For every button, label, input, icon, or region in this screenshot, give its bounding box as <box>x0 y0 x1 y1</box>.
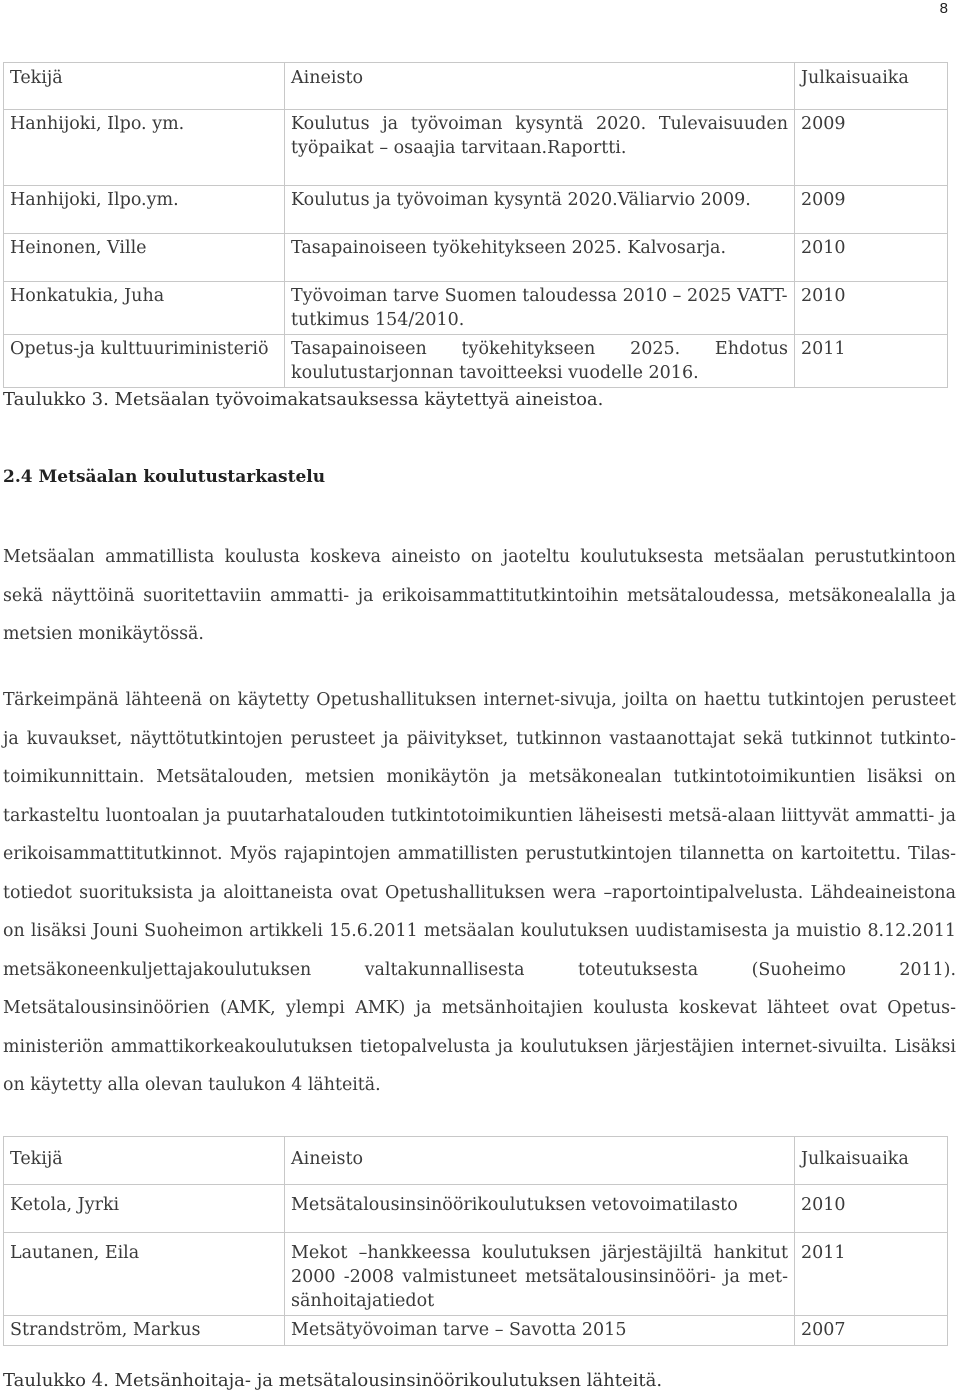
table-4 <box>3 1136 948 1346</box>
table-header-row <box>4 1137 948 1185</box>
cell-year: 2010 <box>795 282 948 335</box>
header-author: Tekijä <box>4 63 285 110</box>
cell-year: 2011 <box>795 335 948 388</box>
table-header-row <box>4 63 948 110</box>
cell-author: Honkatukia, Juha <box>4 282 285 335</box>
header-author: Tekijä <box>4 1137 285 1185</box>
cell-author: Hanhijoki, Ilpo.ym. <box>4 186 285 234</box>
table-row <box>4 186 948 234</box>
table-row <box>4 1233 948 1316</box>
paragraph-2: Tärkeimpänä lähteenä on käytetty Opetushallituksen internet-sivuja, joilta on haettu tutkintojen perusteet ja kuvaukset, näyttötutkintojen perusteet ja päivitykset, tutkinnon vastaanottajat sekä tutkinnot tutkintotoimikunnittain. Metsätalouden, metsien monikäytön ja metsäkonealan tutkintotoimikuntien lisäksi on tarkasteltu luontoalan ja puutarhatalouden tutkintotoimikuntien läheisesti metsä-alaan liittyvät ammatti- ja erikoisammattitutkinnot. Myös rajapintojen ammatillisten perustutkintojen tilannetta on kartoitettu. Tilastotiedot suorituksista ja aloittaneista ovat Opetushallituksen wera –raportointipalvelusta. Lähdeaineistona on lisäksi Jouni Suoheimon artikkeli 15.6.2011 metsäalan koulutuksen uudistamisesta ja muistio 8.12.2011 metsäkoneenkuljettajakoulutuksen valtakunnallisesta toteutuksesta (Suoheimo 2011). Metsätalousinsinöörien (AMK, ylempi AMK) ja metsänhoitajien koulusta koskevat lähteet ovat Opetusministeriön ammattikorkeakoulutuksen tietopalvelusta ja koulutuksen järjestäjien internet-sivuilta. Lisäksi on käytetty alla olevan taulukon 4 lähteitä. <box>3 690 956 1095</box>
cell-year: 2010 <box>795 234 948 282</box>
header-material: Aineisto <box>285 1137 795 1185</box>
cell-material: Metsätalousinsinöörikoulutuksen vetovoimatilasto <box>285 1185 795 1233</box>
page-number: 8 <box>939 0 948 17</box>
cell-author: Strandström, Markus <box>4 1316 285 1346</box>
header-year: Julkaisuaika <box>795 1137 948 1185</box>
table-3-caption: Taulukko 3. Metsäalan työvoimakatsauksessa käytettyä aineistoa. <box>3 389 604 410</box>
table-4-caption: Taulukko 4. Metsänhoitaja- ja metsätalousinsinöörikoulutuksen lähteitä. <box>3 1370 663 1391</box>
table-row <box>4 282 948 335</box>
cell-author: Hanhijoki, Ilpo. ym. <box>4 110 285 186</box>
header-year: Julkaisuaika <box>795 63 948 110</box>
cell-year: 2011 <box>795 1233 948 1316</box>
table-row <box>4 234 948 282</box>
cell-material: Koulutus ja työvoiman kysyntä 2020. Tulevaisuuden työpaikat – osaajia tarvitaan.Raportti. <box>285 110 795 186</box>
table-row <box>4 110 948 186</box>
paragraph-1: Metsäalan ammatillista koulusta koskeva aineisto on jaoteltu koulutuksesta metsäalan perustutkintoon sekä näyttöinä suoritettaviin ammatti- ja erikoisammattitutkintoihin metsätaloudessa, metsäkonealalla ja metsien monikäytössä. <box>3 547 956 644</box>
cell-material: Tasapainoiseen työkehitykseen 2025. Kalvosarja. <box>285 234 795 282</box>
table-row <box>4 1185 948 1233</box>
cell-year: 2007 <box>795 1316 948 1346</box>
cell-author: Ketola, Jyrki <box>4 1185 285 1233</box>
cell-material: Metsätyövoiman tarve – Savotta 2015 <box>285 1316 795 1346</box>
cell-author: Heinonen, Ville <box>4 234 285 282</box>
table-3 <box>3 62 948 388</box>
table-row <box>4 1316 948 1346</box>
cell-material: Koulutus ja työvoiman kysyntä 2020.Väliarvio 2009. <box>285 186 795 234</box>
table-row <box>4 335 948 388</box>
section-heading: 2.4 Metsäalan koulutustarkastelu <box>3 467 326 487</box>
cell-material: Työvoiman tarve Suomen taloudessa 2010 – 2025 VATT- tutkimus 154/2010. <box>285 282 795 335</box>
cell-year: 2009 <box>795 186 948 234</box>
cell-author: Opetus-ja kulttuuriministeriö <box>4 335 285 388</box>
cell-material: Mekot –hankkeessa koulutuksen järjestäjiltä hankitut 2000 -2008 valmistuneet metsätalousinsinööri- ja metsänhoitajatiedot <box>285 1233 795 1316</box>
header-material: Aineisto <box>285 63 795 110</box>
cell-material: Tasapainoiseen työkehitykseen 2025. Ehdotus koulutustarjonnan tavoitteeksi vuodelle 2016. <box>285 335 795 388</box>
cell-author: Lautanen, Eila <box>4 1233 285 1316</box>
cell-year: 2009 <box>795 110 948 186</box>
cell-year: 2010 <box>795 1185 948 1233</box>
